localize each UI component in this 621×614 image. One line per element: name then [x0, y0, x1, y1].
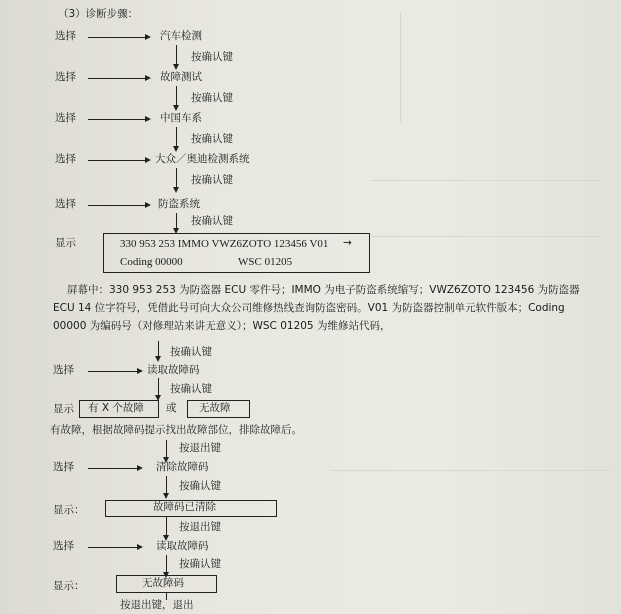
step-exit: 按退出键: [179, 521, 221, 533]
no-fault-text: 无故障: [199, 402, 231, 414]
arrow-down-icon: [173, 105, 179, 111]
step-confirm: 按确认键: [191, 215, 233, 227]
ecu-info-line: 330 953 253 IMMO VWZ6ZOTO 123456 V01: [120, 238, 329, 250]
menu-clear-fault: 清除故障码: [156, 461, 209, 473]
menu-china-car: 中国车系: [160, 112, 202, 124]
step-label-select: 选择: [53, 540, 74, 552]
step-label-select: 选择: [55, 112, 76, 124]
step-confirm: 按确认键: [191, 92, 233, 104]
menu-car-test: 汽车检测: [160, 30, 202, 42]
arrow-line: [88, 37, 146, 38]
arrow-down-icon: [173, 146, 179, 152]
menu-vw-audi: 大众／奥迪检测系统: [155, 153, 250, 165]
step-label-select: 选择: [53, 461, 74, 473]
explanation-line-1: 屏幕中：330 953 253 为防盗器 ECU 零件号；IMMO 为电子防盗系统缩写；VWZ6ZOTO 123456 为防盗器: [67, 284, 580, 296]
arrow-right-icon: [145, 75, 151, 81]
wsc-value: WSC 01205: [238, 256, 293, 268]
arrow-right-icon: [145, 202, 151, 208]
arrow-right-icon: [137, 368, 143, 374]
step-exit: 按退出键: [179, 442, 221, 454]
coding-value: Coding 00000: [120, 256, 183, 268]
section-title: （3）诊断步骤：: [58, 8, 139, 20]
arrow-line: [88, 160, 146, 161]
step-label-select: 选择: [55, 153, 76, 165]
step-confirm: 按确认键: [179, 558, 221, 570]
display-label: 显示：: [53, 580, 85, 592]
step-confirm: 按确认键: [191, 51, 233, 63]
display-label: 显示: [55, 237, 76, 249]
menu-read-fault: 读取故障码: [156, 540, 209, 552]
step-label-select: 选择: [55, 71, 76, 83]
step-confirm: 按确认键: [191, 133, 233, 145]
cleared-message: 故障码已清除: [153, 501, 216, 513]
arrow-down-icon: [163, 493, 169, 499]
arrow-down-icon: [173, 64, 179, 70]
fault-instruction: 有故障，根据故障码提示找出故障部位，排除故障后。: [50, 424, 302, 436]
arrow-right-icon: [145, 116, 151, 122]
arrow-line: [88, 468, 138, 469]
step-confirm: 按确认键: [170, 346, 212, 358]
bleed-through-shade: [370, 180, 600, 237]
display-label: 显示: [53, 403, 74, 415]
display-label: 显示：: [53, 504, 85, 516]
arrow-line: [88, 205, 146, 206]
explanation-line-3: 00000 为编码号（对修理站来讲无意义）；WSC 01205 为维修站代码，: [53, 320, 391, 332]
menu-read-fault: 读取故障码: [147, 364, 200, 376]
arrow-line: [88, 119, 146, 120]
arrow-right-icon: [145, 34, 151, 40]
arrow-right-icon: [145, 157, 151, 163]
arrow-down-icon: [173, 187, 179, 193]
explanation-line-2: ECU 14 位字符号，凭借此号可向大众公司维修热线查询防盗密码。V01 为防盗器控制单元软件版本；Coding: [53, 302, 565, 314]
right-arrow-icon: →: [343, 237, 352, 249]
arrow-down-icon: [155, 356, 161, 362]
or-text: 或: [166, 402, 177, 414]
menu-fault-test: 故障测试: [160, 71, 202, 83]
arrow-line: [88, 78, 146, 79]
step-confirm: 按确认键: [179, 480, 221, 492]
arrow-right-icon: [137, 465, 143, 471]
step-confirm: 按确认键: [170, 383, 212, 395]
step-confirm: 按确认键: [191, 174, 233, 186]
arrow-line: [88, 547, 138, 548]
bleed-through-shade: [330, 470, 610, 511]
step-label-select: 选择: [53, 364, 74, 376]
step-label-select: 选择: [55, 30, 76, 42]
menu-immo-system: 防盗系统: [158, 198, 200, 210]
arrow-right-icon: [137, 544, 143, 550]
final-result-text: 无故障码: [142, 577, 184, 589]
step-exit-final: 按退出键，退出: [120, 599, 194, 611]
bleed-through-shade: [400, 12, 611, 122]
arrow-line: [88, 371, 138, 372]
step-label-select: 选择: [55, 198, 76, 210]
fault-count-text: 有 X 个故障: [88, 402, 144, 414]
